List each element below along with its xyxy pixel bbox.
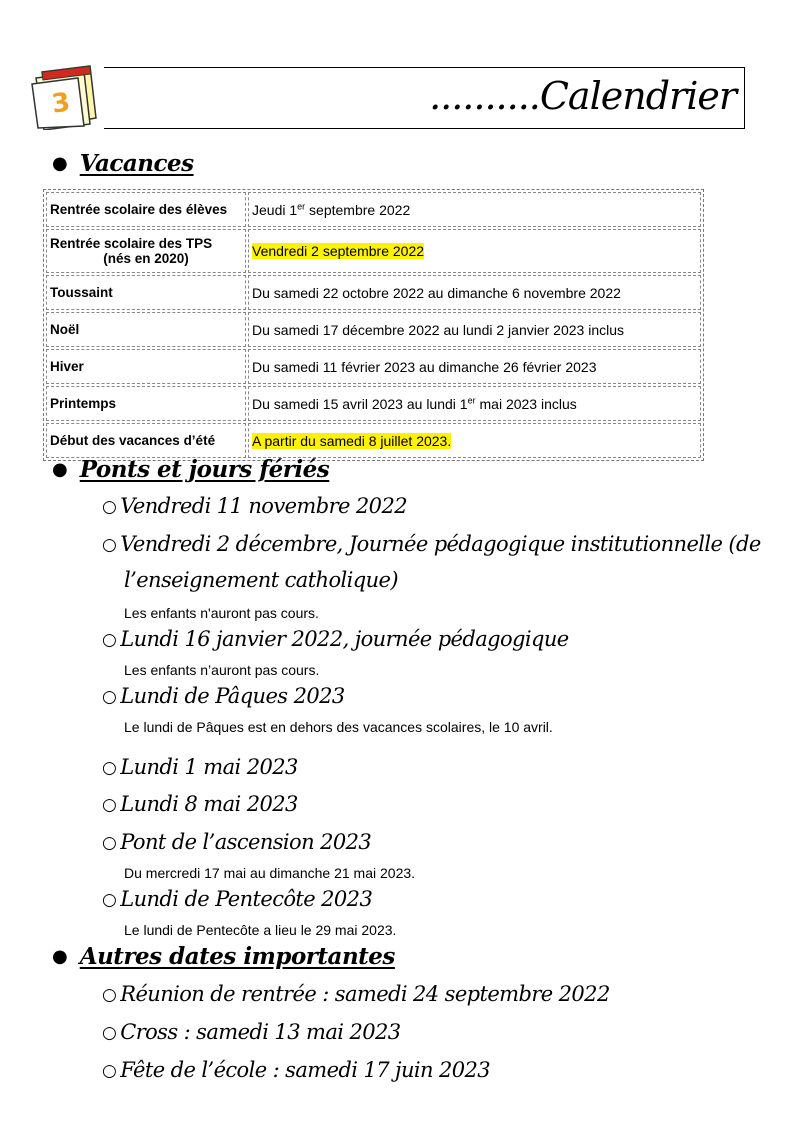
row-label: Hiver [46, 349, 246, 384]
row-value [248, 275, 701, 310]
row-value [248, 229, 701, 273]
list-item [102, 532, 761, 556]
row-value-text: Du samedi 11 février 2023 au dimanche 26 février 2023 [252, 358, 597, 375]
circle-bullet-icon: ○ [102, 795, 117, 815]
item-text: Vendredi 2 décembre, Journée pédagogique institutionnelle (de [120, 532, 761, 556]
row-value [248, 192, 701, 227]
table-row [46, 229, 701, 273]
item-note: Le lundi de Pâques est en dehors des vacances scolaires, le 10 avril. [124, 719, 553, 735]
item-text: Pont de l’ascension 2023 [120, 830, 372, 854]
table-row [46, 312, 701, 347]
item-note: Le lundi de Pentecôte a lieu le 29 mai 2023. [124, 922, 397, 938]
row-label-text: Rentrée scolaire des TPS [50, 236, 213, 251]
row-value [248, 386, 701, 421]
row-value-text: Vendredi 2 septembre 2022 [252, 243, 425, 259]
list-item [102, 627, 569, 651]
row-label: Début des vacances d’été [46, 423, 246, 458]
list-item [102, 1020, 401, 1044]
circle-bullet-icon: ○ [102, 1061, 117, 1081]
row-value-text: Du samedi 15 avril 2023 au lundi 1er mai 2023 inclus [252, 395, 577, 412]
circle-bullet-icon: ○ [102, 985, 117, 1005]
bullet-icon: ● [52, 153, 68, 174]
item-note: Les enfants n’auront pas cours. [124, 662, 320, 678]
section-title: Vacances [79, 150, 194, 177]
item-text: Lundi 1 mai 2023 [120, 755, 298, 779]
section-ponts [52, 456, 329, 483]
table-row [46, 275, 701, 310]
svg-text:3: 3 [49, 87, 73, 120]
item-text: Lundi 16 janvier 2022, journée pédagogique [120, 627, 569, 651]
row-label: Rentrée scolaire des élèves [46, 192, 246, 227]
row-label [46, 229, 246, 273]
circle-bullet-icon: ○ [102, 833, 117, 853]
circle-bullet-icon: ○ [102, 1023, 117, 1043]
item-note: Les enfants n'auront pas cours. [124, 605, 319, 621]
section-title: Autres dates importantes [79, 943, 395, 970]
list-item [102, 887, 372, 911]
row-label: Toussaint [46, 275, 246, 310]
section-vacances [52, 150, 194, 177]
vacances-table [43, 189, 704, 461]
row-label: Noël [46, 312, 246, 347]
row-value [248, 423, 701, 458]
item-text: Vendredi 11 novembre 2022 [120, 494, 407, 518]
list-item [102, 755, 298, 779]
bullet-icon: ● [52, 946, 68, 967]
circle-bullet-icon: ○ [102, 758, 117, 778]
page-title: ..........Calendrier [429, 74, 736, 118]
row-value-text: Jeudi 1er septembre 2022 [252, 201, 411, 218]
section-title: Ponts et jours fériés [79, 456, 330, 483]
table-row [46, 192, 701, 227]
item-text: Fête de l’école : samedi 17 juin 2023 [120, 1058, 491, 1082]
table-row [46, 386, 701, 421]
list-item [102, 792, 298, 816]
title-box [104, 67, 745, 129]
circle-bullet-icon: ○ [102, 630, 117, 650]
item-text: Réunion de rentrée : samedi 24 septembre 2022 [120, 982, 610, 1006]
list-item [102, 684, 345, 708]
list-item [102, 1058, 490, 1082]
row-sublabel: (nés en 2020) [103, 251, 189, 266]
row-label: Printemps [46, 386, 246, 421]
bullet-icon: ● [52, 459, 68, 480]
item-text: Lundi de Pentecôte 2023 [120, 887, 373, 911]
item-text: Lundi 8 mai 2023 [120, 792, 298, 816]
list-item [102, 982, 610, 1006]
table-row [46, 349, 701, 384]
circle-bullet-icon: ○ [102, 535, 117, 555]
table-row [46, 423, 701, 458]
item-note: Du mercredi 17 mai au dimanche 21 mai 2023. [124, 865, 416, 881]
circle-bullet-icon: ○ [102, 890, 117, 910]
circle-bullet-icon: ○ [102, 687, 117, 707]
row-value [248, 312, 701, 347]
circle-bullet-icon: ○ [102, 497, 117, 517]
item-text-continued: l’enseignement catholique) [124, 568, 398, 592]
row-value-text: Du samedi 22 octobre 2022 au dimanche 6 novembre 2022 [252, 284, 621, 301]
list-item [102, 830, 371, 854]
row-value-text: A partir du samedi 8 juillet 2023. [252, 432, 452, 449]
row-value [248, 349, 701, 384]
item-text: Lundi de Pâques 2023 [120, 684, 345, 708]
calendar-icon [28, 62, 98, 130]
section-autres [52, 943, 395, 970]
list-item [102, 494, 407, 518]
item-text: Cross : samedi 13 mai 2023 [120, 1020, 401, 1044]
row-value-text: Du samedi 17 décembre 2022 au lundi 2 janvier 2023 inclus [252, 321, 625, 338]
